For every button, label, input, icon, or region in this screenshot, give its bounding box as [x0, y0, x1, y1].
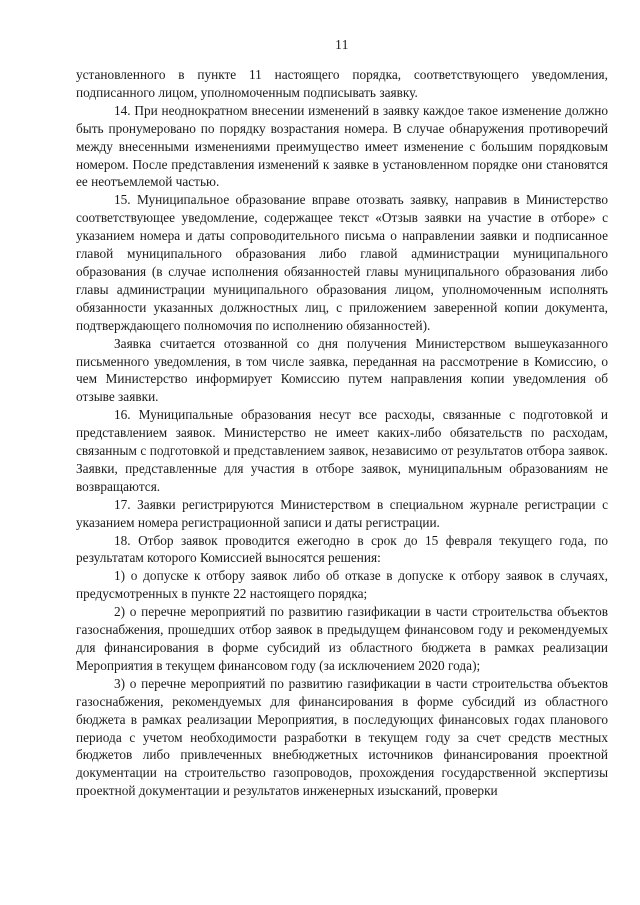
paragraph-18: 18. Отбор заявок проводится ежегодно в срок до 15 февраля текущего года, по результатам которого Комиссией выносятся решения: — [76, 532, 608, 566]
page-number: 11 — [335, 37, 349, 52]
paragraph-15-withdrawal: Заявка считается отозванной со дня получения Министерством вышеуказанного письменного уведомления, в том числе заявка, переданная на рассмотрение в Комиссию, о чем Министерство информирует Комиссию путем направления копии уведомления об отзыве заявки. — [76, 335, 608, 405]
paragraph-17: 17. Заявки регистрируются Министерством в специальном журнале регистрации с указанием номера регистрационной записи и даты регистрации. — [76, 496, 608, 530]
paragraph-15: 15. Муниципальное образование вправе отозвать заявку, направив в Министерство соответствующее уведомление, содержащее текст «Отзыв заявки на участие в отборе» с указанием номера и даты сопроводительного письма о направлении заявки и подписанное главой муниципального образования либо главой администрации муниципального образования (в случае исполнения обязанностей главы муниципального образования либо главы администрации муниципального образования лицом, уполномоченным исполнять обязанности указанных должностных лиц, с приложением заверенной копии документа, подтверждающего полномочия по исполнению обязанностей). — [76, 192, 608, 333]
paragraph-16: 16. Муниципальные образования несут все расходы, связанные с подготовкой и представлением заявок. Министерство не имеет каких-либо обязательств по расходам, связанным с подготовкой и представлением заявок, независимо от результатов отбора заявок. Заявки, представленные для участия в отборе заявок, муниципальным образованиям не возвращаются. — [76, 407, 608, 494]
paragraph-continuation: установленного в пункте 11 настоящего порядка, соответствующего уведомления, подписанного лицом, уполномоченным подписывать заявку. — [76, 67, 608, 100]
paragraph-18-item-3: 3) о перечне мероприятий по развитию газификации в части строительства объектов газоснабжения, рекомендуемых для финансирования в форме субсидий из областного бюджета в рамках реализации Мероприятия, в последующих финансовых годах планового периода с учетом необходимости разработки в текущем году за счет средств местных бюджетов либо привлеченных внебюджетных источников финансирования проектной документации на строительство газопроводов, прохождения государственной экспертизы проектной документации и результатов инженерных изысканий, проверки — [76, 675, 608, 799]
paragraph-18-item-1: 1) о допуске к отбору заявок либо об отказе в допуске к отбору заявок в случаях, предусмотренных в пункте 22 настоящего порядка; — [76, 568, 608, 602]
paragraph-18-item-2: 2) о перечне мероприятий по развитию газификации в части строительства объектов газоснабжения, прошедших отбор заявок в предыдущем финансовом году и рекомендуемых для финансирования в форме субсидий из областного бюджета в рамках реализации Мероприятия в текущем финансовом году (за исключением 2020 года); — [76, 604, 608, 673]
paragraph-14: 14. При неоднократном внесении изменений в заявку каждое такое изменение должно быть пронумеровано по порядку возрастания номера. В случае обнаружения противоречий между внесенными изменениями преимущество имеет изменение с большим порядковым номером. После представления изменений к заявке в установленном порядке они становятся ее неотъемлемой частью. — [76, 102, 608, 190]
